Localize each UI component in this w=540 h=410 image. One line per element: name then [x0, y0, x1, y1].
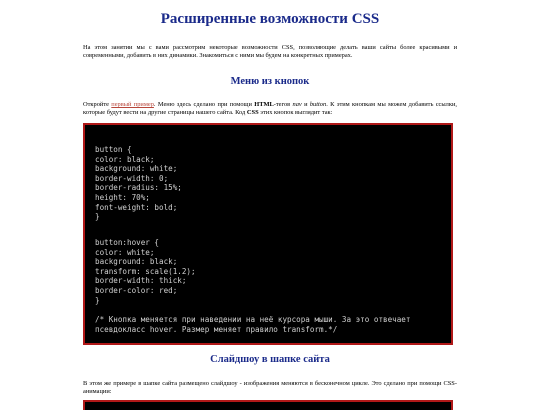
- text-fragment: . Меню здесь сделано при помощи: [153, 101, 255, 108]
- code-comment: /* Кнопка меняется при наведении на неё курсора мыши. За это отвечает псевдокласс hover. Размер меняет правило transform.*/: [95, 315, 411, 334]
- text-fragment: этих кнопок выглядит так:: [258, 109, 333, 117]
- text-fragment: . К этим кнопкам мы можем добавить ссылки, которые будут вести на другие страницы нашего сайта. Код: [83, 101, 457, 117]
- code-rule-button: button { color: black; background: white; border-width: 0; border-radius: 15%; height: 70%; font-weight: bold; }: [95, 145, 182, 222]
- menu-paragraph: [83, 101, 457, 118]
- code-rule-button-hover: button:hover { color: white; background: black; transform: scale(1.2); border-width: thick; border-color: red; }: [95, 238, 196, 305]
- text-fragment: и: [301, 101, 310, 108]
- code-block: [83, 123, 453, 345]
- section-heading-menu: Меню из кнопок: [230, 76, 310, 87]
- code-block-partial: [83, 400, 453, 410]
- css-bold: CSS: [246, 109, 259, 117]
- text-fragment: Откройте: [83, 101, 112, 108]
- slideshow-paragraph: В этом же примере в шапке сайта размещено слайдшоу - изображения меняются в бесконечном цикле. Это сделано при помощи CSS-анимации:: [83, 380, 457, 396]
- page-title: Расширенные возможности CSS: [160, 11, 380, 27]
- tag-nav: nav: [292, 101, 302, 108]
- html-bold: HTML: [254, 101, 274, 108]
- first-example-link[interactable]: первый пример: [111, 101, 154, 108]
- tag-button: button: [309, 101, 327, 108]
- section-heading-slideshow: Слайдшоу в шапке сайта: [210, 354, 330, 365]
- text-fragment: -тегов: [273, 101, 293, 108]
- intro-paragraph: На этом занятии мы с вами рассмотрим некоторые возможности CSS, позволяющие делать ваши сайты более красивыми и современными, добавить в них динамики. Знакомиться с ними мы будем на конкретных примерах.: [83, 44, 457, 60]
